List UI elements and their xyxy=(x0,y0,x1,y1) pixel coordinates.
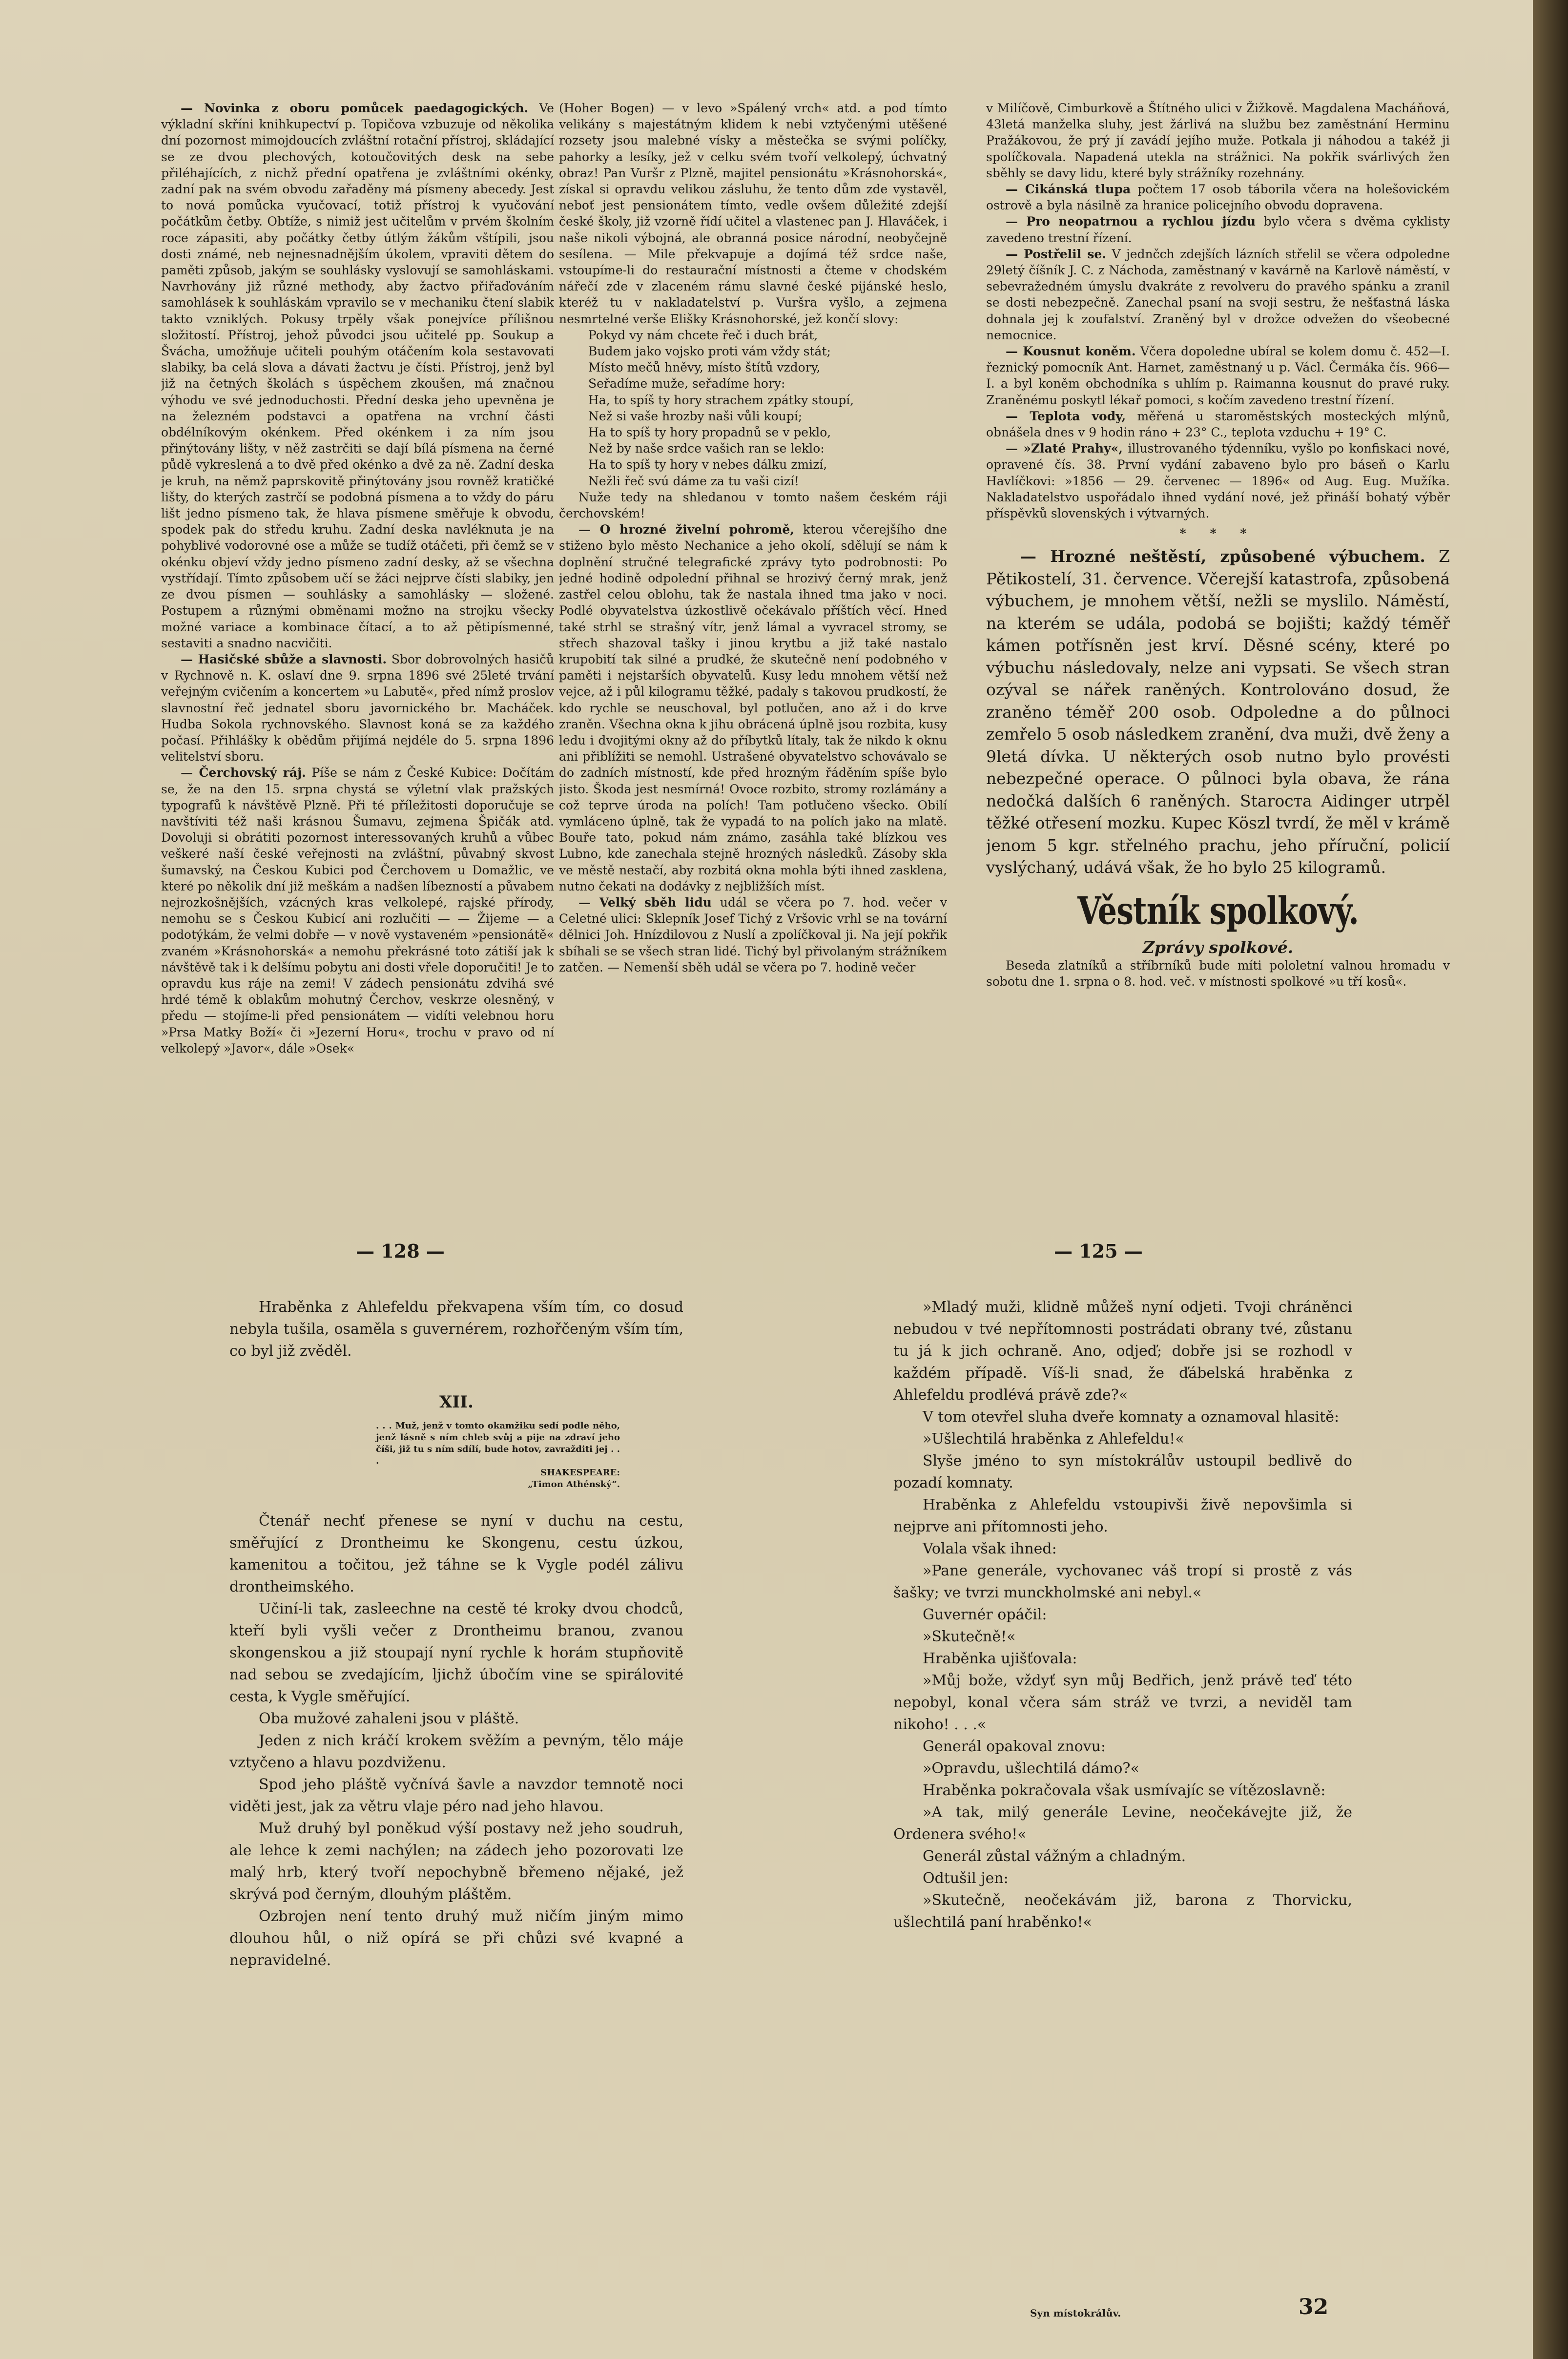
article-heading: — Pro neopatrnou a rychlou jízdu xyxy=(1006,214,1256,229)
page-signature: Syn místokrálův. xyxy=(1030,2307,1121,2319)
section-separator: * * * xyxy=(1179,526,1257,541)
paragraph: Generál zůstal vážným a chladným. xyxy=(923,1848,1186,1865)
article-heading: — Teplota vody, xyxy=(1006,409,1126,423)
article-heading: — Hasičské sbůže a slavnosti. xyxy=(181,652,387,666)
paragraph: Oba mužové zahaleni jsou v pláště. xyxy=(259,1710,519,1727)
poem-verse xyxy=(559,327,947,489)
article-cerchov xyxy=(161,765,554,1056)
motto-work: „Timon Athénský“. xyxy=(528,1479,620,1490)
article-text: Nuže tedy na shledanou v tomto našem českém ráji čerchovském! xyxy=(559,490,947,521)
paragraph: Odtušil jen: xyxy=(923,1870,1009,1887)
page-number-left: — 128 — xyxy=(356,1240,445,1262)
news-column-1 xyxy=(161,100,554,1218)
verse-line: Ha to spíš ty hory propadnů se v peklo, xyxy=(588,425,831,440)
article-heading: — Kousnut koněm. xyxy=(1006,344,1136,359)
serial-page-right xyxy=(893,1296,1352,2321)
paragraph: Volala však ihned: xyxy=(923,1540,1057,1557)
paragraph: Guvernér opáčil: xyxy=(923,1606,1047,1623)
paragraph: »Skutečně, neočekávám již, barona z Thorvicku, ušlechtilá paní hraběnko!« xyxy=(893,1892,1352,1931)
motto-source xyxy=(376,1467,620,1490)
paragraph: Muž druhý byl poněkud výší postavy než jeho soudruh, ale lehce k zemi nachýlen; na zádech jeho pozorovati lze malý hrb, který tvoří nepochybně břemeno nějaké, jež skrývá pod černým, dlouhým pláštěm. xyxy=(229,1820,683,1903)
article-text: měřená u staroměstských mosteckých mlýnů, obnášela dnes v 9 hodin ráno + 23° C., teplota vzduchu + 19° C. xyxy=(986,409,1450,440)
paragraph: »Ušlechtilá hraběnka z Ahlefeldu!« xyxy=(923,1430,1184,1448)
paragraph: Spod jeho pláště vyčnívá šavle a navzdor temnotě noci viděti jest, jak za větru vlaje péro nad jeho hlavou. xyxy=(229,1776,683,1815)
news-column-3 xyxy=(986,100,1450,1218)
verse-line: Než si vaše hrozby naši vůli koupí; xyxy=(588,409,803,423)
article-vybuch xyxy=(986,545,1450,879)
article-heading: — Cikánská tlupa xyxy=(1006,182,1131,197)
verse-line: Ha, to spíš ty hory strachem zpátky stoupí, xyxy=(588,393,854,407)
article-pomucky xyxy=(161,100,554,651)
verse-line: Pokyd vy nám chcete řeč i duch brát, xyxy=(588,328,818,342)
verse-line: Seřadíme muže, seřadíme hory: xyxy=(588,376,785,391)
section-title: Věstník spolkový. xyxy=(1077,888,1359,933)
paragraph: Hraběnka z Ahlefeldu vstoupivši živě nepovšimla si nejprve ani přítomnosti jeho. xyxy=(893,1496,1352,1535)
article-text: v Milíčově, Cimburkově a Štítného ulici v Žižkově. Magdalena Macháňová, 43letá manželka sluhy, jest žárlivá na službu bez zaměstnání Herminu Pražákovou, že prý jí zavádí jejího muže. Potkala ji náhodou a takéž ji spolíčkovala. Napadená utekla na strážnici. Na pokřik svárlivých žen sběhly se davy lidu, které byly strážníky rozehnány. xyxy=(986,101,1450,180)
article-jizda xyxy=(986,213,1450,246)
paragraph: »A tak, milý generále Levine, neočekávejte již, že Ordenera svého!« xyxy=(893,1804,1352,1843)
paragraph: Čtenář nechť přenese se nyní v duchu na cestu, směřující z Drontheimu ke Skongenu, cestu úzkou, kamenitou a točitou, jež táhne se k Vygle podél zálivu drontheimského. xyxy=(229,1512,683,1595)
chapter-motto: . . . Muž, jenž v tomto okamžiku sedí podle něho, jenž lásně s ním chleb svůj a pije na zdraví jeho číši, již tu s ním sdílí, bude hotov, zavražditi jej . . . xyxy=(376,1421,620,1466)
motto-author: SHAKESPEARE: xyxy=(540,1468,620,1478)
paragraph: »Skutečně!« xyxy=(923,1628,1016,1645)
news-column-2 xyxy=(559,100,947,1218)
article-heading: — Hrozné neštěstí, způsobené výbuchem. xyxy=(1020,547,1425,566)
article-heading: — »Zlaté Prahy«, xyxy=(1006,441,1123,456)
article-postrelil xyxy=(986,246,1450,343)
article-heading: — Postřelil se. xyxy=(1006,247,1107,261)
article-text: V jednčch zdejších lázních střelil se včera odpoledne 29letý číšník J. C. z Náchoda, zaměstnaný v kavárně na Karlově náměstí, v sebevražedném úmyslu dvakráte z revolveru do pravého spánku a zranil se dosti nebezpečně. Zanechal psaní na svoji sestru, že nešťastná láska dohnala jej k zoufalství. Zraněný byl v drožce odvežen do všeobecné nemocnice. xyxy=(986,247,1450,342)
article-heading: — O hrozné živelní pohromě, xyxy=(578,522,795,537)
paragraph: Generál opakoval znovu: xyxy=(923,1738,1106,1755)
article-sbeh xyxy=(559,894,947,975)
paragraph: V tom otevřel sluha dveře komnaty a oznamoval hlasitě: xyxy=(923,1408,1340,1426)
paragraph: »Pane generále, vychovanec váš tropí si prostě z vás šašky; ve tvrzi munckholmské ani nebyl.« xyxy=(893,1562,1352,1601)
verse-line: Než by naše srdce vašich ran se leklo: xyxy=(588,441,825,456)
article-heading: — Velký sběh lidu xyxy=(578,895,712,910)
verse-line: Ha to spíš ty hory v nebes dálku zmizí, xyxy=(588,457,827,472)
article-heading: — Novinka z oboru pomůcek paedagogických. xyxy=(181,101,529,115)
paragraph: Ozbrojen není tento druhý muž ničím jiným mimo dlouhou hůl, o niž opírá se při chůzi své kvapné a nepravidelné. xyxy=(229,1908,683,1969)
verse-line: Nežli řeč svú dáme za tu vaši cizí! xyxy=(588,474,799,488)
article-text: udál se včera po 7. hod. večer v Celetné ulici: Sklepník Josef Tichý z Vršovic vrhl se na tovární dělnici Joh. Hnízdilovou z Nuslí a zpolíčkoval ji. Na její pokřik sbíhali se se všech stran lidé. Tichý byl přivolaným strážníkem zatčen. — Nemenší sběh udál se včera po 7. hodině večer xyxy=(559,895,947,974)
paragraph: Slyše jméno to syn místokrálův ustoupil bedlivě do pozadí komnaty. xyxy=(893,1452,1352,1491)
article-text: Píše se nám z České Kubice: Dočítám se, že na den 15. srpna chystá se výletní vlak pražských typografů k návštěvě Plzně. Při té příležitosti doporučuje se navštíviti též naši krásnou Šumavu, zejmena Špičák atd. Dovoluji si obrátiti pozornost interessovaných kruhů a vůbec veškeré naší české veřejnosti na zvláštní, půvabný skvost šumavský, na Českou Kubici pod Čerchovem u Domažlic, ve které po několik dní již meškám a nadšen líbezností a půvabem nejrozkošnějších, vzácných kras velkolepé, rajské přírody, nemohu se s Českou Kubicí ani rozlučiti — — Žijeme — a podotýkám, že velmi dobře — v nově vystaveném »pensionátě« zvaném »Krásnohorská« a nemohu překrásné toto zátiší jak k návštěvě tak i k delšímu pobytu ani dosti vřele doporučiti! Je to opravdu kus ráje na zemi! V zádech pensionátu zdvihá své hrdé témě k oblakům mohutný Čerchov, veskrze olesněný, v předu — stojíme-li před pensionátem — vidíti velebnou horu »Prsa Matky Boží« či »Jezerní Horu«, trochu v pravo od ní velkolepý »Javor«, dále »Osek« xyxy=(161,766,554,1055)
paragraph: Učiní-li tak, zasleechne na cestě té kroky dvou chodců, kteří byli vyšli večer z Drontheimu branou, zvanou skongenskou a již stoupají nyní rychle k horám stupňovitě nad sebou se zvedajícím, ljichž úbočím vine se spirálovité cesta, k Vygle směřující. xyxy=(229,1600,683,1705)
article-teplota xyxy=(986,408,1450,440)
article-text: bylo včera s dvěma cyklisty zavedeno trestní řízení. xyxy=(986,214,1450,245)
article-text: Ve výkladní skříni knihkupectví p. Topičova vzbuzuje od několika dní pozornost mimojdoucích zvláštní rotační přístroj, skládající se ze dvou plechových, kotoučovitých desk na sebe přiléhajících, z nichž přední opatřena je zvláštními okénky, zadní pak na svém obvodu zařaděny má písmeny abecedy. Jest to nová pomůcka vyučovací, totiž přístroj k vyučování počátkům četby. Obtíže, s nimiž jest učitelům v prvém školním roce zápasiti, aby počátky četby útlým žákům vštípili, jsou dosti známé, neb nejnesnadnějším úkolem, vpraviti dětem do paměti způsob, jakým se souhlásky vyslovují se samohláskami. Navrhovány již různé methody, aby žactvo přiřaďováním samohlásek k souhláskám vpravilo se v mechaniku čtení slabik takto vzniklých. Pokusy trpěly však ponejvíce přílišnou složitostí. Přístroj, jehož původci jsou učitelé pp. Soukup a Švácha, umožňuje učiteli pouhým otáčením kola sestavovati slabiky, ba celá slova a dávati žactvu je čísti. Přístroj, jenž byl již na četných školách s úspěchem zkoušen, má značnou výhodu ve své jednoduchosti. Přední deska jeho upevněna je na železném podstavci a opatřena na vrchní části obdélníkovým okénkem. Před okénkem i za ním jsou přinýtovány lišty, v něž zastrčiti se dají bílá písmena na černé půdě vykreslená a to dvě před okénko a dvě za ně. Zadní deska je kruh, na němž paprskovitě přinýtovány jsou rovněž kratičké lišty, do kterých zastrčí se podobná písmena a to vždy do páru lišt jedno písmeno tak, že hlava písmene směřuje k obvodu, spodek pak do středu kruhu. Zadní deska navléknuta je na pohyblivé vodorovné ose a může se tudíž otáčeti, při čemž se v okénku objeví vždy jedno písmeno zadní desky, až se všechna vystřídají. Tímto způsobem učí se žáci nejprve čísti slabiky, jen ze dvou písmen — souhlásky a samohlásky — složené. Postupem a různými obměnami možno na strojku všecky možné variace a kombinace čítací, a to až pětipísmenné, sestaviti a snadno nacvičiti. xyxy=(161,101,554,650)
verse-line: Místo mečů hněvy, místo štítů vzdory, xyxy=(588,360,821,375)
article-hasici xyxy=(161,651,554,765)
verse-line: Budem jako vojsko proti vám vždy stát; xyxy=(588,344,831,359)
paragraph: Hraběnka pokračovala však usmívajíc se vítězoslavně: xyxy=(923,1782,1326,1799)
article-cikani xyxy=(986,181,1450,213)
paragraph: Hraběnka ujišťovala: xyxy=(923,1650,1077,1667)
article-heading: — Čerchovský ráj. xyxy=(181,766,306,780)
paragraph: Jeden z nich kráčí krokem svěžím a pevným, tělo máje vztyčeno a hlavu pozdviženu. xyxy=(229,1732,683,1771)
article-text: Včera dopoledne ubíral se kolem domu č. 452—I. řeznický pomocník Ant. Harnet, zaměstnaný u p. Václ. Čermáka čís. 966—I. a byl koněm obchodníka s uhlím p. Raimanna kousnut do pravé ruky. Zraněnému poskytl lékař pomoci, s kočím zavedeno trestní řízení. xyxy=(986,344,1450,407)
serial-page-left xyxy=(229,1296,683,2077)
paragraph: »Mladý muži, klidně můžeš nyní odjeti. Tvoji chráněnci nebudou v tvé nepřítomnosti postrádati obrany tvé, zůstanu tu já k jich ochraně. Ano, odjeď; dobře jsi se rozhodl v každém případě. Víš-li snad, že ďábelská hraběnka z Ahlefeldu prodlévá právě zde?« xyxy=(893,1299,1352,1404)
article-text: Sbor dobrovolných hasičů v Rychnově n. K. oslaví dne 9. srpna 1896 své 25leté trvání veřejným cvičením a koncertem »u Labutě«, před nímž proslov slavnostní řeč jednatel sboru javornického br. Macháček. Hudba Sokola rychnovského. Slavnost koná se za každého počasí. Přihlášky k obědům přijímá nejdéle do 5. srpna 1896 velitelství sboru. xyxy=(161,652,554,764)
paragraph: Hraběnka z Ahlefeldu překvapena vším tím, co dosud nebyla tušila, osaměla s guvernérem, rozhořčeným vším tím, co byl již zvěděl. xyxy=(229,1299,683,1360)
article-kousnut xyxy=(986,343,1450,408)
chapter-heading: XII. xyxy=(439,1392,474,1412)
article-text: počtem 17 osob táborila včera na holešovickém ostrově a byla násilně za hranice policejního obvodu dopravena. xyxy=(986,182,1450,213)
paragraph: »Můj bože, vždyť syn můj Bedřich, jenž právě teď této nepobyl, konal včera sám stráž ve tvrzi, a neviděl tam nikoho! . . .« xyxy=(893,1672,1352,1733)
article-text: kterou včerejšího dne stiženo bylo město Nechanice a jeho okolí, sdělují se nám k doplnění stručné telegrafické zprávy tyto podrobnosti: Po jedné hodině odpolední přihnal se hrozivý černý mrak, jenž zastřel celou oblohu, tak že nastala ihned tma jako v noci. Podlé obyvatelstva úzkostlivě očekávalo příštích věcí. Hned také strhl se strašný vítr, jenž lámal a vyvracel stromy, se střech shazoval tašky i jinou krytbu a již také nastalo krupobití tak silné a prudké, že skutečně není podobného v paměti i nejstarších obyvatelů. Kusy ledu mnohem větší než vejce, až i půl kilogramu těžké, padaly s takovou prudkostí, že kdo rychle se neuschoval, byl potlučen, ano až i do krve zraněn. Všechna okna k jihu obrácená úplně jsou rozbita, kusy ledu i dvojitými okny až do příbytků lítaly, tak že nikdo k oknu ani přiblížiti se nemohl. Ustrašené obyvatelstvo schovávalo se do zadních místností, kde před hrozným řáděním spíše bylo jisto. Škoda jest nesmírná! Ovoce rozbito, stromy rozlámány a což teprve úroda na polích! Tam potlučeno všecko. Obilí vymláceno úplně, tak že vypadá to na polích jako na mlatě. Bouře tato, pokud nám známo, zasáhla také blízkou ves Lubno, kde zanechala stejně hrozných následků. Zásoby skla ve městě nestačí, aby rozbitá okna mohla býti ihned zasklena, nutno čekati na dodávky z nejbližších míst. xyxy=(559,522,947,893)
article-pohroma xyxy=(559,521,947,894)
sheet-number: 32 xyxy=(1299,2295,1329,2319)
article-text: (Hoher Bogen) — v levo »Spálený vrch« atd. a pod tímto velikány s majestátným klidem k nebi vztyčenými utěšené rozsety jsou malebné vísky a městečka se svými políčky, pahorky a lesíky, jež v celku svém tvoří velkolepý, úchvatný obraz! Pan Vuršr z Plzně, majitel pensionátu »Krásnohorská«, získal si opravdu velikou zásluhu, že tento dům zde vystavěl, neboť jest pensionátem tímto, vedle ovšem důležité zdejší české školy, již vzorně řídí učitel a vlastenec pan J. Hlaváček, i naše nikoli výbojná, ale obranná posice národní, neobyčejně sesílena. — Mile překvapuje a dojímá též srdce naše, vstoupíme-li do restaurační místnosti a čteme v chodském nářečí zde v zlaceném rámu slavné české pijánské heslo, kteréž tu v nakladatelství p. Vuršra vyšlo, a zejmena nesmrtelné verše Elišky Krásnohorské, jež končí slovy: xyxy=(559,101,947,326)
page-number-right: — 125 — xyxy=(1054,1240,1143,1262)
article-text: Beseda zlatníků a stříbrníků bude míti pololetní valnou hromadu v sobotu dne 1. srpna o 8. hod. več. v místnosti spolkové »u tří kosů«. xyxy=(986,958,1450,989)
paragraph: »Opravdu, ušlechtilá dámo?« xyxy=(923,1760,1139,1777)
article-zlata-praha xyxy=(986,440,1450,521)
page-binding-edge xyxy=(1533,0,1568,2359)
article-text: Z Pětikostelí, 31. července. Včerejší katastrofa, způsobená výbuchem, je mnohem větší, nežli se myslilo. Náměstí, na kterém se udála, podobá se bojišti; každý téměř kámen potřísněn jest krví. Děsné scény, které po výbuchu následovaly, nelze ani vypsati. Se všech stran ozýval se nářek raněných. Kontrolováno dosud, že zraněno téměř 200 osob. Odpoledne a do půlnoci zemřelo 5 osob následkem zranění, dva muži, dvě ženy a 9letá dívka. U některých osob nutno bylo provésti nebezpečné operace. O půlnoci byla obava, že rána nedočká dalších 6 raněných. Staroста Aidinger utrpěl těžké otřesení mozku. Kupec Köszl tvrdí, že měl v krámě jenom 5 kgr. střelného prachu, jeho příruční, policií vyslýchaný, udává však, že ho bylo 25 kilogramů. xyxy=(986,547,1450,877)
section-subtitle: Zprávy spolkové. xyxy=(1142,937,1294,957)
article-text: illustrovaného týdenníku, vyšlo po konfiskaci nové, opravené čís. 38. První vydání zabaveno bylo pro báseň o Karlu Havlíčkovi: »1856 — 29. červenec — 1896« od Aug. Eug. Mužíka. Nakladatelstvo uspořádalo ihned vydání nové, jež přináší bohatý výběr příspěvků slovenských i výtvarných. xyxy=(986,441,1450,521)
